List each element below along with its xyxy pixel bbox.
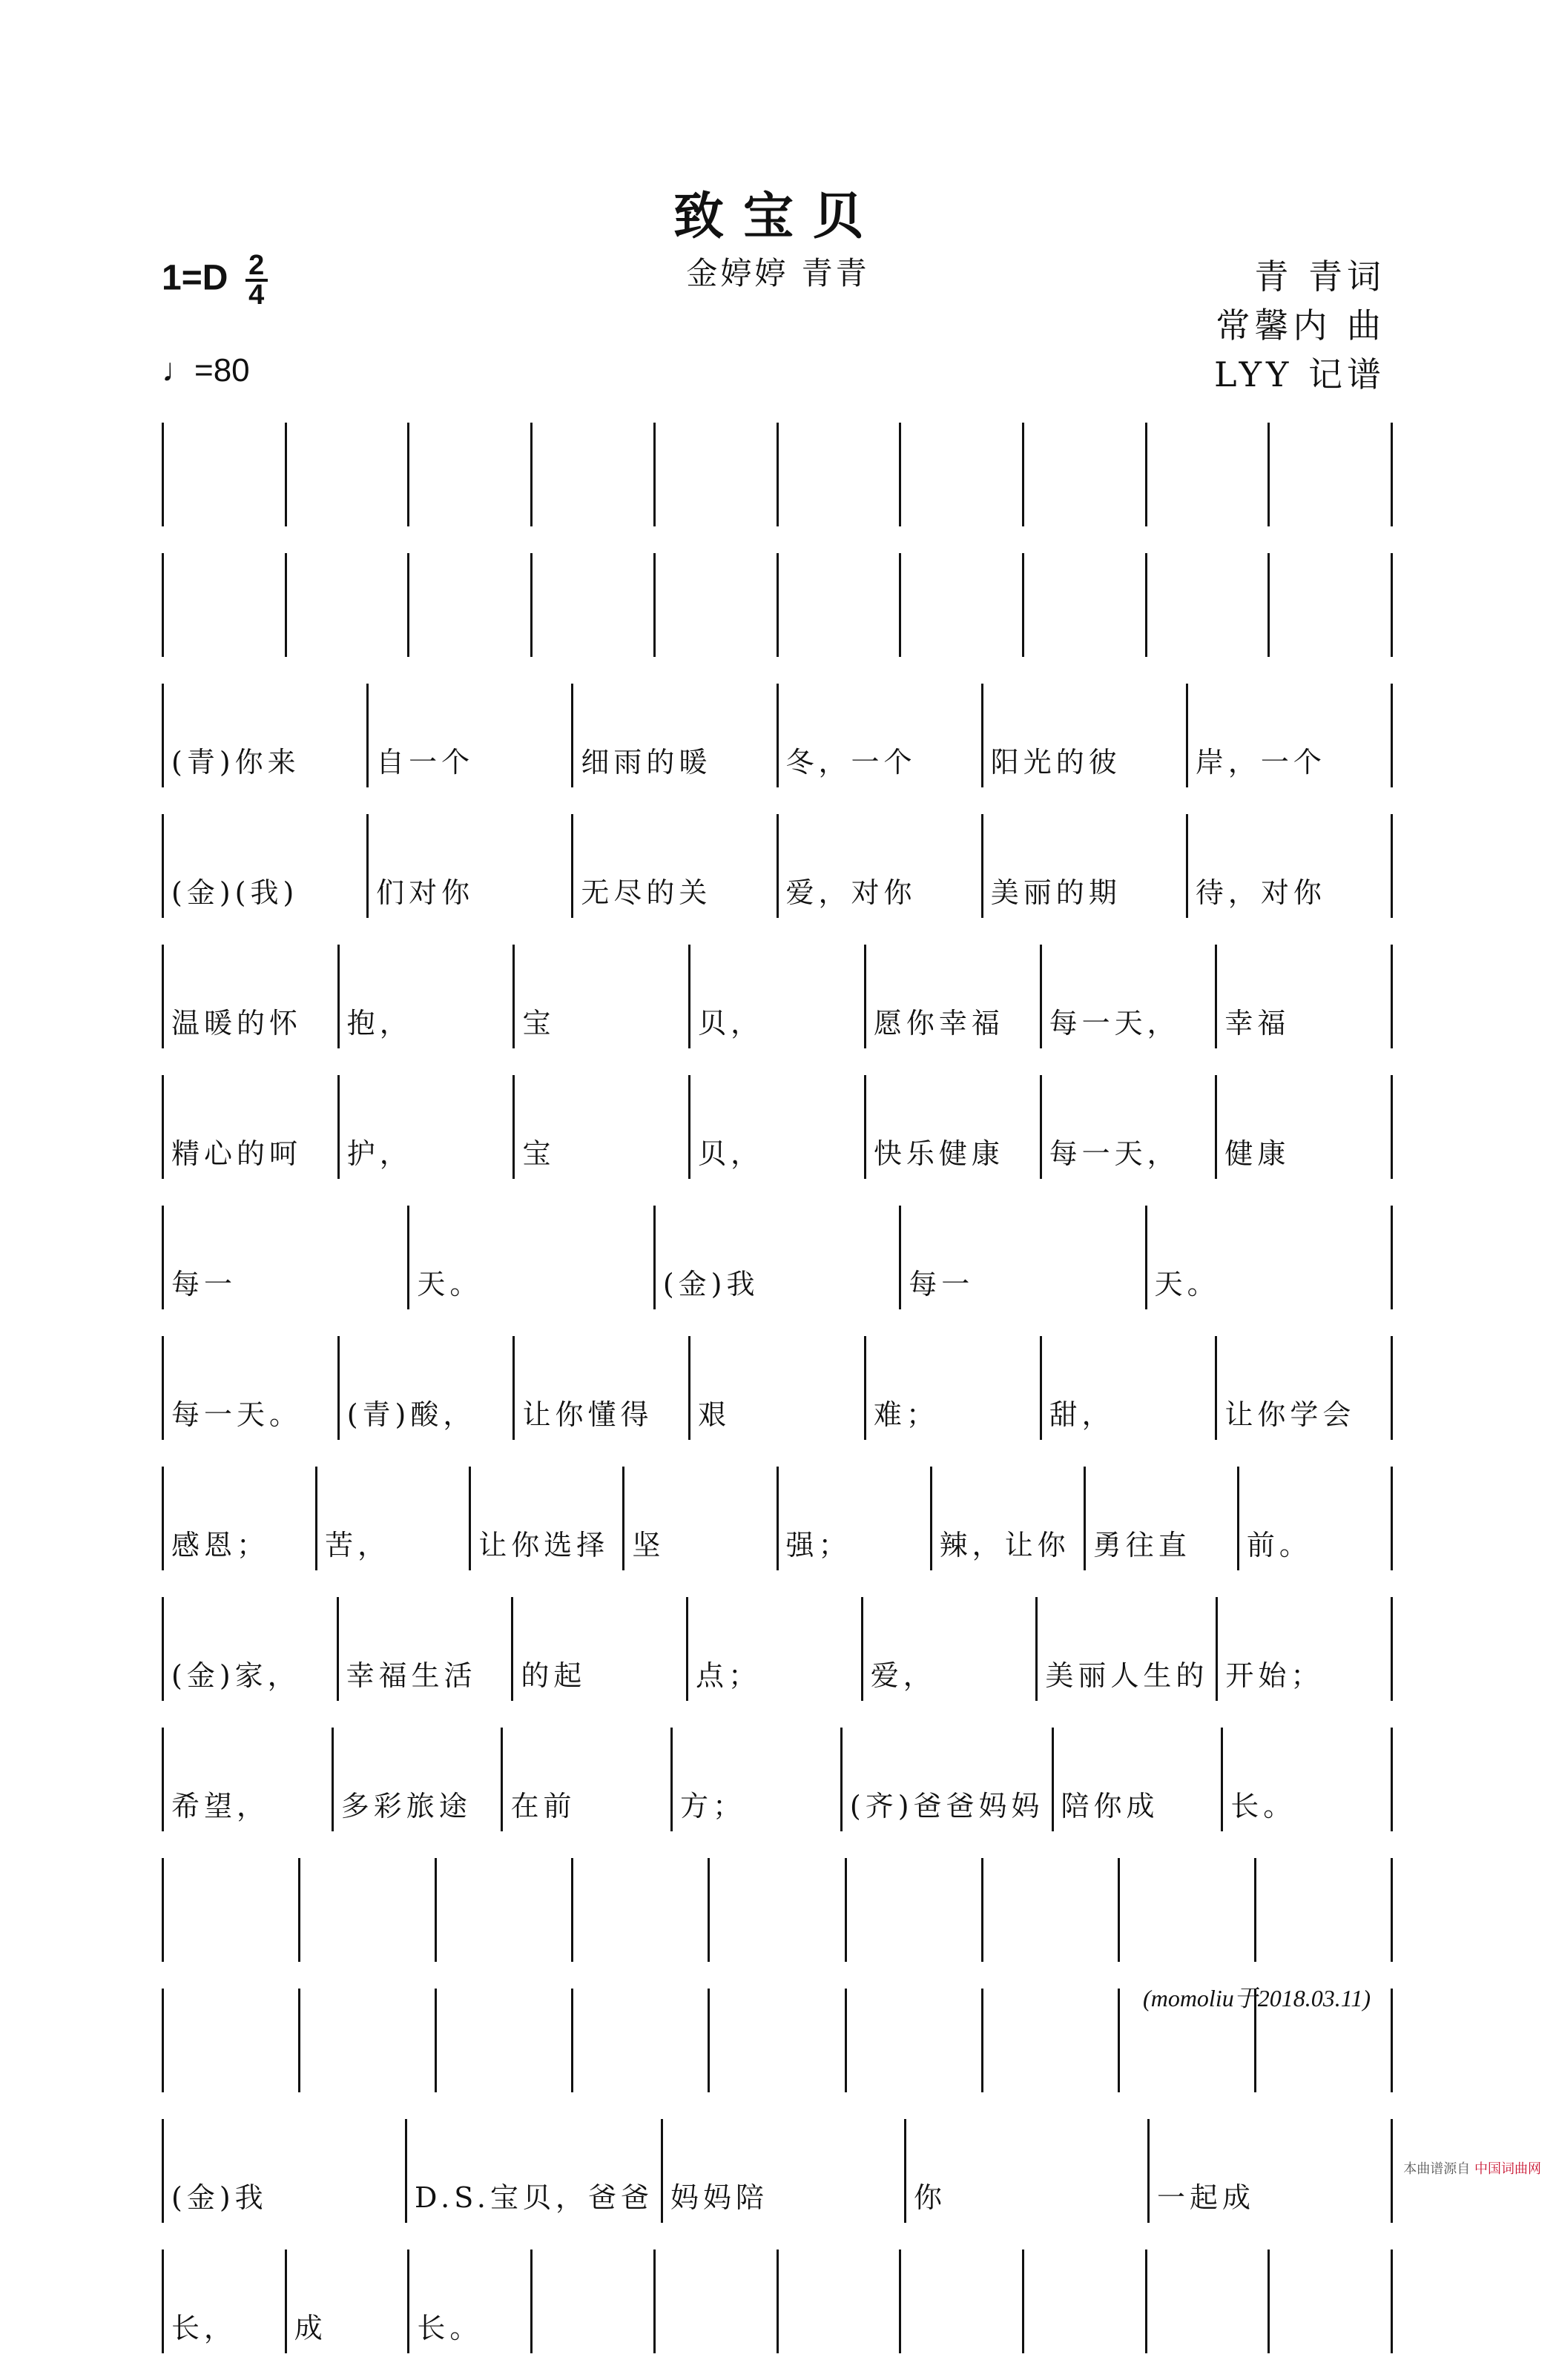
measure <box>710 1858 846 1962</box>
measure <box>1217 1075 1393 1179</box>
lyric-text: 长， <box>171 2312 237 2344</box>
measure <box>1042 1075 1218 1179</box>
measure <box>1147 553 1270 657</box>
lyric-text <box>300 2085 435 2092</box>
measure <box>656 2250 779 2353</box>
lyric-text: 甜， <box>1049 1398 1115 1431</box>
measure <box>164 1467 317 1570</box>
measure <box>847 1989 983 2092</box>
lyric-text <box>901 2346 1022 2353</box>
lyric-text: D.S.宝贝，爸爸 <box>415 2181 653 2214</box>
measure <box>1024 2250 1147 2353</box>
measure <box>164 814 369 918</box>
measure <box>901 423 1024 526</box>
lyric-text: 贝， <box>698 1007 764 1039</box>
measure <box>409 1206 655 1309</box>
measure <box>690 1336 866 1440</box>
measure <box>164 2119 407 2223</box>
lyric-text: 爱， <box>870 1659 936 1692</box>
measure <box>369 814 573 918</box>
source-credit <box>1403 2158 1541 2178</box>
measure <box>164 1989 300 2092</box>
measure <box>690 945 866 1048</box>
singers: 金婷婷 青青 <box>686 255 870 291</box>
staff-row <box>162 1467 1393 1570</box>
lyric-text: 让你选择 <box>478 1529 610 1561</box>
lyric-text <box>1024 519 1145 526</box>
measure <box>164 684 369 787</box>
lyric-text <box>287 649 408 657</box>
lyric-text: 快乐健康 <box>873 1137 1004 1170</box>
measure <box>1120 1858 1256 1962</box>
measure <box>779 684 983 787</box>
lyric-text: 的起 <box>521 1659 587 1692</box>
measure <box>1256 1858 1393 1962</box>
measure <box>515 1075 690 1179</box>
measure <box>409 423 533 526</box>
lyric-text <box>710 1954 844 1962</box>
measure <box>164 1336 340 1440</box>
measure <box>164 945 340 1048</box>
song-title: 致宝贝 <box>673 187 883 246</box>
lyric-text <box>901 649 1022 657</box>
transcriber: LYY 记谱 <box>1214 354 1385 394</box>
staff-row <box>162 1728 1393 1831</box>
credits <box>1214 252 1385 399</box>
tempo-marking <box>162 352 250 389</box>
measure <box>673 1728 843 1831</box>
measure <box>573 1989 710 2092</box>
measure <box>515 945 690 1048</box>
measure <box>340 1336 515 1440</box>
measure <box>779 814 983 918</box>
lyric-text <box>1147 649 1268 657</box>
staff-row <box>162 2250 1393 2353</box>
quarter-note-icon: ♩ <box>162 352 194 389</box>
lyric-text <box>983 2085 1118 2092</box>
lyric-text <box>300 1954 435 1962</box>
measure <box>407 2119 663 2223</box>
measure <box>983 1858 1120 1962</box>
lyric-text: 健康 <box>1224 1137 1290 1170</box>
measure <box>409 2250 533 2353</box>
lyric-text: 宝 <box>522 1137 556 1170</box>
time-denominator: 4 <box>248 280 265 311</box>
measure <box>779 1467 932 1570</box>
measure <box>688 1597 863 1701</box>
measure <box>983 684 1188 787</box>
measure <box>533 423 656 526</box>
measure <box>533 2250 656 2353</box>
measure <box>1223 1728 1393 1831</box>
lyric-text <box>573 2085 708 2092</box>
lyric-text: 让你学会 <box>1224 1398 1356 1431</box>
measure <box>340 1075 515 1179</box>
measure <box>369 684 573 787</box>
lyric-text: 冬，一个 <box>785 746 917 779</box>
lyric-text: 护， <box>346 1137 412 1170</box>
measure <box>983 1989 1120 2092</box>
staff-row <box>162 2119 1393 2223</box>
lyric-text: 难； <box>873 1398 939 1431</box>
measure <box>656 423 779 526</box>
lyric-text <box>1256 1954 1391 1962</box>
measure <box>1188 814 1393 918</box>
lyric-text: 幸福 <box>1224 1007 1290 1039</box>
lyric-text: 希望， <box>171 1790 270 1822</box>
lyric-text: 愿你幸福 <box>873 1007 1004 1039</box>
staff-row <box>162 945 1393 1048</box>
measure <box>287 2250 410 2353</box>
lyric-text: 一起成 <box>1157 2181 1256 2214</box>
lyric-text <box>437 1954 571 1962</box>
lyric-text: 陪你成 <box>1061 1790 1159 1822</box>
lyric-text: 让你懂得 <box>522 1398 653 1431</box>
staff-row <box>162 684 1393 787</box>
measure <box>573 1858 710 1962</box>
measure <box>1042 945 1218 1048</box>
measure <box>334 1728 504 1831</box>
lyric-text <box>1120 2085 1254 2092</box>
measure <box>164 1075 340 1179</box>
lyric-text: 感恩； <box>171 1529 270 1561</box>
measure <box>901 1206 1147 1309</box>
lyric-text <box>1270 2346 1391 2353</box>
measure <box>663 2119 906 2223</box>
lyric-text: 多彩旅途 <box>340 1790 472 1822</box>
source-prefix: 本曲谱源自 <box>1403 2161 1471 2177</box>
lyric-text <box>779 519 900 526</box>
lyric-text <box>573 1954 708 1962</box>
measure <box>901 553 1024 657</box>
lyric-text <box>1120 1954 1254 1962</box>
lyric-text <box>656 2346 777 2353</box>
lyric-text: 阳光的彼 <box>990 746 1121 779</box>
lyric-text: 岸，一个 <box>1195 746 1326 779</box>
lyric-text: 天。 <box>417 1268 483 1300</box>
lyric-text: 每一天。 <box>171 1398 303 1431</box>
lyricist: 青 青词 <box>1254 257 1385 297</box>
measure <box>863 1597 1038 1701</box>
staff-rows <box>162 423 1393 2380</box>
lyric-text: 美丽的期 <box>990 876 1121 909</box>
lyric-text: 爱，对你 <box>785 876 917 909</box>
lyric-text <box>409 649 530 657</box>
measure <box>1086 1467 1239 1570</box>
lyric-text: 成 <box>294 2312 327 2344</box>
lyric-text: 美丽人生的 <box>1045 1659 1209 1692</box>
measure <box>1217 945 1393 1048</box>
measure <box>1038 1597 1218 1701</box>
lyric-text: 每一 <box>909 1268 975 1300</box>
measure <box>779 553 902 657</box>
lyric-text <box>710 2085 844 2092</box>
measure <box>1024 553 1147 657</box>
measure <box>983 814 1188 918</box>
transcription-note: (momoliu于2018.03.11) <box>1143 1985 1371 2012</box>
measure <box>164 1728 334 1831</box>
source-site: 中国词曲网 <box>1474 2161 1541 2177</box>
key-label: 1=D <box>162 258 228 298</box>
lyric-text: 强； <box>785 1529 851 1561</box>
lyric-text: 长。 <box>417 2312 483 2344</box>
measure <box>513 1597 688 1701</box>
lyric-text: 勇往直 <box>1092 1529 1191 1561</box>
lyric-text: (青)你来 <box>171 746 300 779</box>
key-signature <box>162 250 268 311</box>
measure <box>690 1075 866 1179</box>
measure <box>1150 2119 1393 2223</box>
measure <box>437 1858 573 1962</box>
lyric-text: 无尽的关 <box>581 876 712 909</box>
measure <box>317 1467 471 1570</box>
lyric-text: 温暖的怀 <box>171 1007 303 1039</box>
lyric-text: 每一天， <box>1049 1137 1180 1170</box>
staff-row <box>162 1075 1393 1179</box>
measure <box>164 553 287 657</box>
lyric-text: 天。 <box>1154 1268 1220 1300</box>
measure <box>340 945 515 1048</box>
lyric-text <box>164 649 285 657</box>
measure <box>847 1858 983 1962</box>
measure <box>339 1597 514 1701</box>
measure <box>1188 684 1393 787</box>
measure <box>656 553 779 657</box>
measure <box>1217 1336 1393 1440</box>
measure <box>1147 1206 1393 1309</box>
measure <box>1270 423 1393 526</box>
lyric-text: 待，对你 <box>1195 876 1326 909</box>
measure <box>164 1206 409 1309</box>
lyric-text <box>287 519 408 526</box>
lyric-text <box>779 649 900 657</box>
staff-row <box>162 1206 1393 1309</box>
measure <box>866 1336 1042 1440</box>
measure <box>300 1858 437 1962</box>
staff-row <box>162 423 1393 526</box>
lyric-text: (金)我 <box>662 1268 759 1300</box>
measure <box>866 945 1042 1048</box>
composer: 常馨内 曲 <box>1216 305 1385 346</box>
lyric-text: 点； <box>696 1659 762 1692</box>
lyric-text <box>847 1954 981 1962</box>
lyric-text: 辣，让你 <box>939 1529 1070 1561</box>
staff-row <box>162 1858 1393 1962</box>
measure <box>779 2250 902 2353</box>
measure <box>503 1728 673 1831</box>
measure <box>1218 1597 1393 1701</box>
tempo-value: =80 <box>194 352 250 389</box>
measure <box>843 1728 1054 1831</box>
lyric-text: 自一个 <box>376 746 475 779</box>
lyric-text <box>533 2346 653 2353</box>
measure <box>164 1858 300 1962</box>
lyric-text: 开始； <box>1225 1659 1324 1692</box>
lyric-text <box>1024 649 1145 657</box>
lyric-text <box>409 519 530 526</box>
lyric-text: (金)(我) <box>171 876 299 909</box>
lyric-text: 艰 <box>698 1398 731 1431</box>
lyric-text <box>779 2346 900 2353</box>
lyric-text: (齐)爸爸妈妈 <box>849 1790 1044 1822</box>
measure <box>287 423 410 526</box>
staff-row <box>162 553 1393 657</box>
staff-row <box>162 1336 1393 1440</box>
lyric-text <box>164 2085 298 2092</box>
lyric-text <box>1270 519 1391 526</box>
lyric-text <box>901 519 1022 526</box>
measure <box>710 1989 846 2092</box>
measure <box>573 814 778 918</box>
measure <box>164 2250 287 2353</box>
lyric-text <box>1147 519 1268 526</box>
lyric-text <box>983 1954 1118 1962</box>
measure <box>1270 553 1393 657</box>
measure <box>779 423 902 526</box>
measure <box>164 1597 339 1701</box>
measure <box>1042 1336 1218 1440</box>
lyric-text <box>437 2085 571 2092</box>
measure <box>901 2250 1024 2353</box>
lyric-text <box>1256 2085 1391 2092</box>
lyric-text: 细雨的暖 <box>581 746 712 779</box>
time-numerator: 2 <box>248 250 265 281</box>
lyric-text: 幸福生活 <box>346 1659 477 1692</box>
measure <box>515 1336 690 1440</box>
measure <box>1024 423 1147 526</box>
lyric-text: 抱， <box>346 1007 412 1039</box>
lyric-text: 每一 <box>171 1268 237 1300</box>
lyric-text: 在前 <box>510 1790 576 1822</box>
lyric-text: 你 <box>913 2181 946 2214</box>
measure <box>1054 1728 1224 1831</box>
measure <box>1147 2250 1270 2353</box>
measure <box>656 1206 901 1309</box>
lyric-text: 精心的呵 <box>171 1137 303 1170</box>
lyric-text: (金)家， <box>171 1659 300 1692</box>
measure <box>300 1989 437 2092</box>
measure <box>533 553 656 657</box>
measure <box>1147 423 1270 526</box>
lyric-text <box>656 649 777 657</box>
lyric-text <box>1147 2346 1268 2353</box>
measure <box>471 1467 624 1570</box>
lyric-text: (青)酸， <box>346 1398 476 1431</box>
measure <box>437 1989 573 2092</box>
lyric-text: 长。 <box>1230 1790 1296 1822</box>
lyric-text <box>164 519 285 526</box>
measure <box>573 684 778 787</box>
lyric-text: 每一天， <box>1049 1007 1180 1039</box>
measure <box>164 423 287 526</box>
lyric-text: 妈妈陪 <box>670 2181 768 2214</box>
lyric-text <box>533 649 653 657</box>
lyric-text: 苦， <box>325 1529 391 1561</box>
lyric-text: 坚 <box>632 1529 665 1561</box>
lyric-text: 方； <box>680 1790 746 1822</box>
staff-row <box>162 814 1393 918</box>
lyric-text <box>533 519 653 526</box>
lyric-text <box>1270 649 1391 657</box>
lyric-text <box>1024 2346 1145 2353</box>
measure <box>866 1075 1042 1179</box>
lyric-text: (金)我 <box>171 2181 268 2214</box>
lyric-text: 宝 <box>522 1007 556 1039</box>
lyric-text: 前。 <box>1246 1529 1312 1561</box>
time-signature <box>245 250 268 311</box>
lyric-text: 贝， <box>698 1137 764 1170</box>
measure <box>624 1467 778 1570</box>
measure <box>1239 1467 1393 1570</box>
measure <box>906 2119 1150 2223</box>
measure <box>932 1467 1086 1570</box>
measure <box>1270 2250 1393 2353</box>
measure <box>409 553 533 657</box>
staff-row <box>162 1597 1393 1701</box>
lyric-text <box>656 519 777 526</box>
measure <box>287 553 410 657</box>
lyric-text <box>164 1954 298 1962</box>
lyric-text <box>847 2085 981 2092</box>
lyric-text: 们对你 <box>376 876 475 909</box>
